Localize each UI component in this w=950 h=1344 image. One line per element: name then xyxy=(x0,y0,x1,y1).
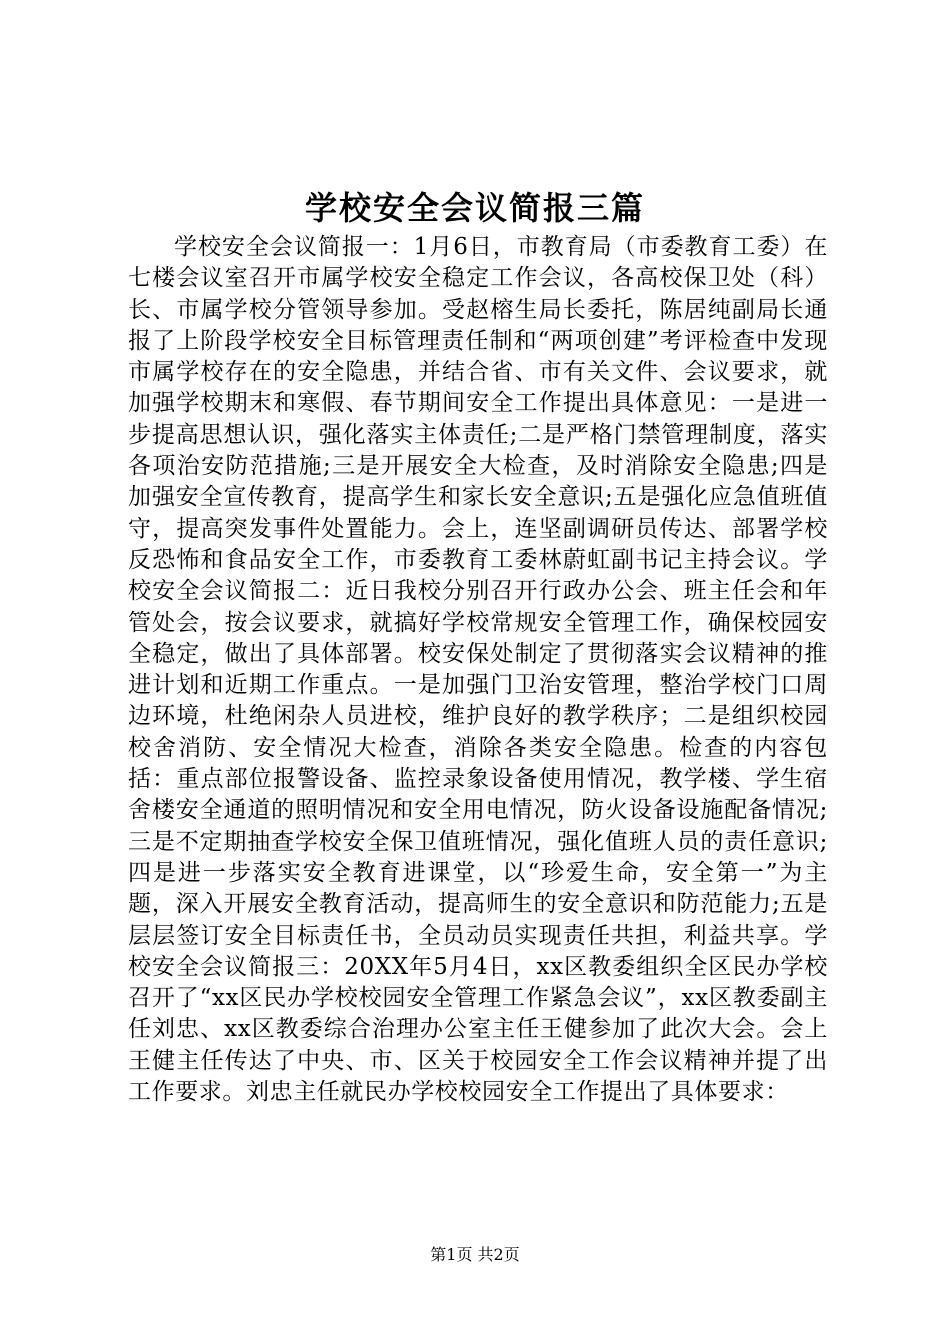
document-body: 学校安全会议简报一：1月6日，市教育局（市委教育工委）在七楼会议室召开市属学校安全稳定工作会议，各高校保卫处（科）长、市属学校分管领导参加。受赵榕生局长委托，陈居纯副局长通报了上阶段学校安全目标管理责任制和“两项创建”考评检查中发现市属学校存在的安全隐患，并结合省、市有关文件、会议要求，就加强学校期末和寒假、春节期间安全工作提出具体意见：一是进一步提高思想认识，强化落实主体责任;二是严格门禁管理制度，落实各项治安防范措施;三是开展安全大检查，及时消除安全隐患;四是加强安全宣传教育，提高学生和家长安全意识;五是强化应急值班值守，提高突发事件处置能力。会上，连坚副调研员传达、部署学校反恐怖和食品安全工作，市委教育工委林蔚虹副书记主持会议。学校安全会议简报二：近日我校分别召开行政办公会、班主任会和年管处会，按会议要求，就搞好学校常规安全管理工作，确保校园安全稳定，做出了具体部署。校安保处制定了贯彻落实会议精神的推进计划和近期工作重点。一是加强门卫治安管理，整治学校门口周边环境，杜绝闲杂人员进校，维护良好的教学秩序；二是组织校园校舍消防、安全情况大检查，消除各类安全隐患。检查的内容包括：重点部位报警设备、监控录象设备使用情况，教学楼、学生宿舍楼安全通道的照明情况和安全用电情况，防火设备设施配备情况;三是不定期抽查学校安全保卫值班情况，强化值班人员的责任意识;四是进一步落实安全教育进课堂，以“珍爱生命，安全第一”为主题，深入开展安全教育活动，提高师生的安全意识和防范能力;五是层层签订安全目标责任书，全员动员实现责任共担，利益共享。学校安全会议简报三：20XX年5月4日，xx区教委组织全区民办学校召开了“xx区民办学校校园安全管理工作紧急会议”，xx区教委副主任刘忠、xx区教委综合治理办公室主任王健参加了此次大会。会上王健主任传达了中央、市、区关于校园安全工作会议精神并提了出工作要求。刘忠主任就民办学校校园安全工作提出了具体要求： xyxy=(128,234,828,1106)
document-title: 学校安全会议简报三篇 xyxy=(304,189,645,227)
page-footer: 第1页 共2页 xyxy=(430,1245,520,1264)
